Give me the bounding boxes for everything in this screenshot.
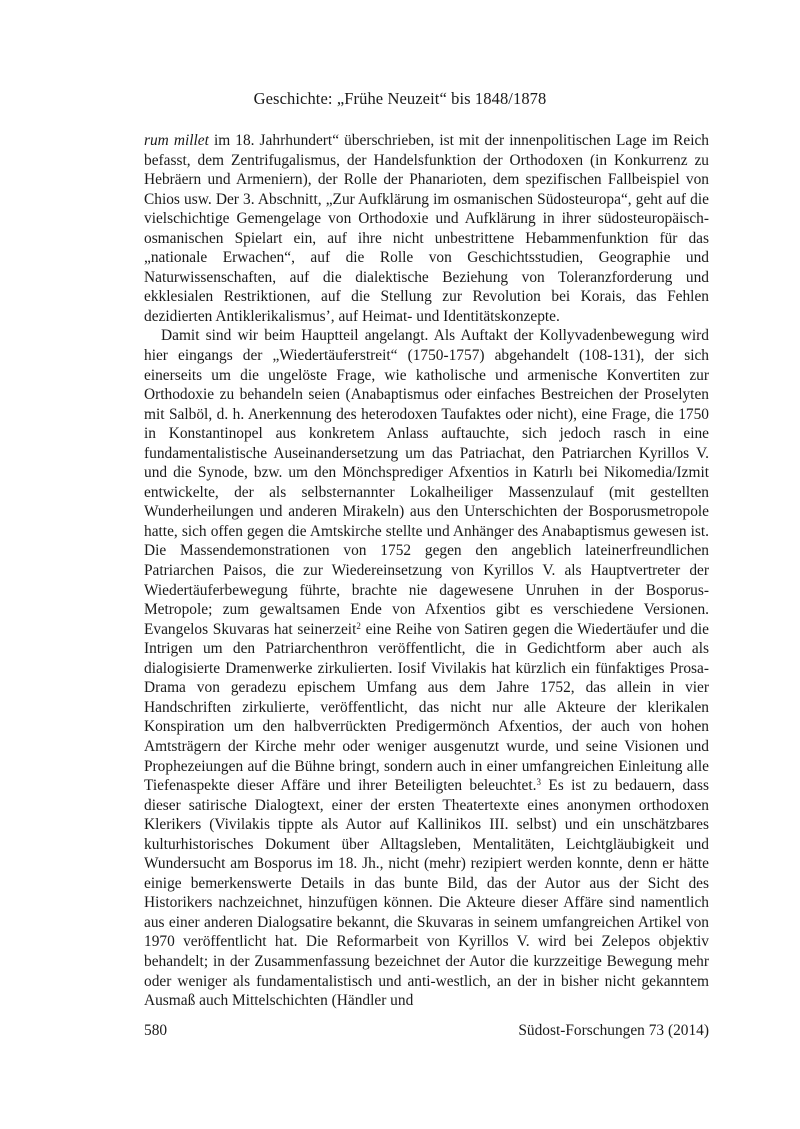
paragraph-2-part-2: eine Reihe von Satiren gegen die Wiedertäufer und die Intrigen um den Patriarchenthron veröffentlicht, die in Gedichtform aber auch als dialogisierte Dramenwerke zirkulierten. Iosif Vivilakis hat kürzlich ein fünfaktiges Prosa-Drama von geradezu epischem Umfang aus dem Jahre 1752, das allein in vier Handschriften zirkulierte, veröffentlicht, das nicht nur alle Akteure der klerikalen Konspiration um den halbverrückten Predigermönch Afxentios, der auch von hohen Amtsträgern der Kirche mehr oder weniger ausgenutzt wurde, und seine Visionen und Prophezeiungen auf die Bühne bringt, sondern auch in einer umfangreichen Einleitung alle Tiefenaspekte dieser Affäre und ihrer Beteiligten beleuchtet. (144, 620, 710, 795)
body-text (144, 131, 709, 1011)
paragraph-1-text: im 18. Jahrhundert“ überschrieben, ist mit der innenpolitischen Lage im Reich befasst, dem Zentrifugalismus, der Handelsfunktion der Orthodoxen (in Konkurrenz zu Hebräern und Armeniern), der Rolle der Phanarioten, dem spezifischen Fallbeispiel von Chios usw. Der 3. Abschnitt, „Zur Aufklärung im osmanischen Südosteuropa“, geht auf die vielschichtige Gemengelage von Orthodoxie und Aufklärung in ihrer südosteuropäisch-osmanischen Spielart ein, auf ihre nicht unbestrittene Hebammenfunktion für das „nationale Erwachen“, auf die Rolle von Geschichtsstudien, Geographie und Naturwissenschaften, auf die dialektische Beziehung von Toleranzforderung und ekklesialen Restriktionen, auf die Stellung zur Revolution bei Korais, das Fehlen dezidierten Antiklerikalismus’, auf Heimat- und Identitätskonzepte. (144, 132, 709, 325)
footnote-ref-3: 3 (536, 777, 541, 788)
page-footer (144, 1022, 709, 1040)
journal-citation: Südost-Forschungen 73 (2014) (518, 1022, 709, 1039)
footnote-ref-2: 2 (356, 620, 361, 631)
running-head: Geschichte: „Frühe Neuzeit“ bis 1848/1878 (253, 89, 547, 108)
paragraph-1 (144, 131, 709, 326)
paragraph-2 (144, 326, 709, 1010)
italic-lead: rum millet (144, 132, 209, 149)
paragraph-2-part-3: Es ist zu bedauern, dass dieser satirische Dialogtext, einer der ersten Theatertexte eines anonymen orthodoxen Klerikers (Vivilakis tippte als Autor auf Kallinikos III. selbst) und ein unschätzbares kulturhistorisches Dokument über Alltagsleben, Mentalitäten, Leichtgläubigkeit und Wundersucht am Bosporus im 18. Jh., nicht (mehr) rezipiert werden konnte, denn er hätte einige bemerkenswerte Details in das bunte Bild, das der Autor aus der Sicht des Historikers nachzeichnet, hinzufügen können. Die Akteure dieser Affäre sind namentlich aus einer anderen Dialogsatire bekannt, die Skuvaras in seinem umfangreichen Artikel von 1970 veröffentlicht hat. Die Reformarbeit von Kyrillos V. wird bei Zelepos objektiv behandelt; in der Zusammenfassung bezeichnet der Autor die kurzzeitige Bewegung mehr oder weniger als fundamentalistisch und anti-westlich, an der in bisher nicht gekanntem Ausmaß auch Mittelschichten (Händler und (144, 777, 709, 1010)
page-number: 580 (144, 1022, 168, 1039)
paragraph-2-part-1: Damit sind wir beim Hauptteil angelangt. Als Auftakt der Kollyvadenbewegung wird hier eingangs der „Wiedertäuferstreit“ (1750-1757) abgehandelt (108-131), der sich einerseits um die ungelöste Frage, wie katholische und armenische Konvertiten zur Orthodoxie zu behandeln seien (Anabaptismus oder einfaches Bestreichen der Proselyten mit Salböl, d. h. Anerkennung des heterodoxen Taufaktes oder nicht), eine Frage, die 1750 in Konstantinopel aus konkretem Anlass auftauchte, sich jedoch rasch in eine fundamentalistische Auseinandersetzung um das Patriachat, den Patriarchen Kyrillos V. und die Synode, bzw. um den Mönchsprediger Afxentios in Katırlı bei Nikomedia/Izmit entwickelte, der als selbsternannter Lokalheiliger Massenzulauf (mit gestellten Wunderheilungen und anderen Mirakeln) aus den Unterschichten der Bosporusmetropole hatte, sich offen gegen die Amtskirche stellte und Anhänger des Anabaptismus gewesen ist. Die Massendemonstrationen von 1752 gegen den angeblich lateinerfreundlichen Patriarchen Paisos, die zur Wiedereinsetzung von Kyrillos V. als Hauptvertreter der Wiedertäuferbewegung führte, brachte nie dagewesene Unruhen in der Bosporus-Metropole; zum gewaltsamen Ende von Afxentios gibt es verschiedene Versionen. Evangelos Skuvaras hat seinerzeit (144, 327, 709, 638)
